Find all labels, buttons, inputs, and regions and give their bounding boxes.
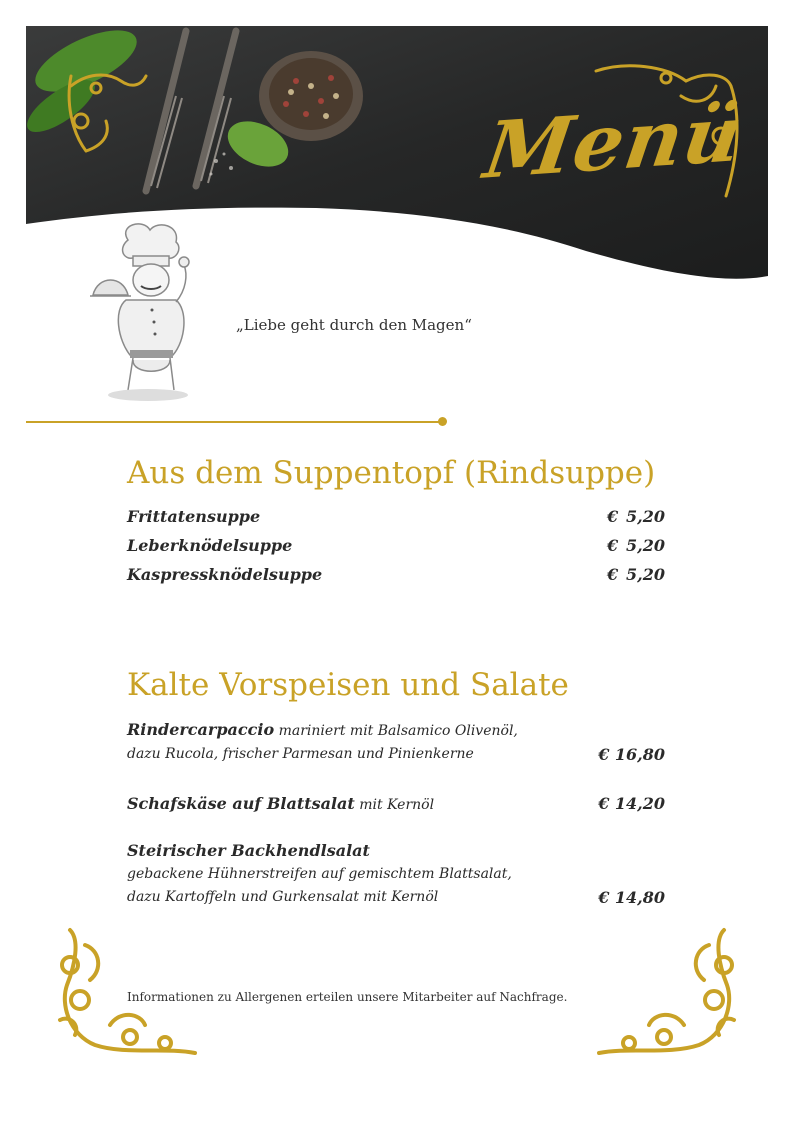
section-title: Aus dem Suppentopf (Rindsuppe) [127,455,656,491]
dish-price: € 14,20 [598,794,665,813]
divider-line [26,421,440,423]
item-price: 5,20 [626,565,665,584]
section-soups [127,455,667,594]
dish-inline-description: mariniert mit Balsamico Olivenöl, [274,723,518,739]
dish-description: gebackene Hühnerstreifen auf gemischtem Blattsalat, [127,866,512,882]
divider-dot [438,417,447,426]
dish-inline-description: mit Kernöl [354,797,435,813]
dish-name: Steirischer Backhendlsalat [127,841,370,860]
section-starters [127,667,667,910]
allergen-note: Informationen zu Allergenen erteilen unsere Mitarbeiter auf Nachfrage. [127,990,568,1004]
quote: „Liebe geht durch den Magen“ [236,316,472,334]
dish-price: € 14,80 [598,888,665,907]
item-price: 5,20 [626,536,665,555]
item-currency: € [607,536,619,555]
dish-name: Rindercarpaccio [127,720,275,739]
dish-price: € 16,80 [598,745,665,764]
ornament-bottom-left [55,925,200,1069]
menu-item [127,507,667,536]
item-name: Leberknödelsuppe [127,536,293,555]
dish [127,838,667,910]
item-price: 5,20 [626,507,665,526]
item-name: Kaspressknödelsuppe [127,565,323,584]
menu-item [127,536,667,565]
dish [127,717,667,767]
dish [127,791,667,816]
dish-name: Schafskäse auf Blattsalat [127,794,355,813]
menu-title: Menü [479,88,749,197]
item-name: Frittatensuppe [127,507,261,526]
chef-illustration [88,220,213,405]
dish-description: dazu Kartoffeln und Gurkensalat mit Kernöl [127,889,439,905]
dish-description: dazu Rucola, frischer Parmesan und Pinienkerne [127,746,474,762]
item-currency: € [607,507,619,526]
ornament-bottom-right [594,925,739,1069]
menu-item [127,565,667,594]
section-title: Kalte Vorspeisen und Salate [127,667,569,703]
item-currency: € [607,565,619,584]
